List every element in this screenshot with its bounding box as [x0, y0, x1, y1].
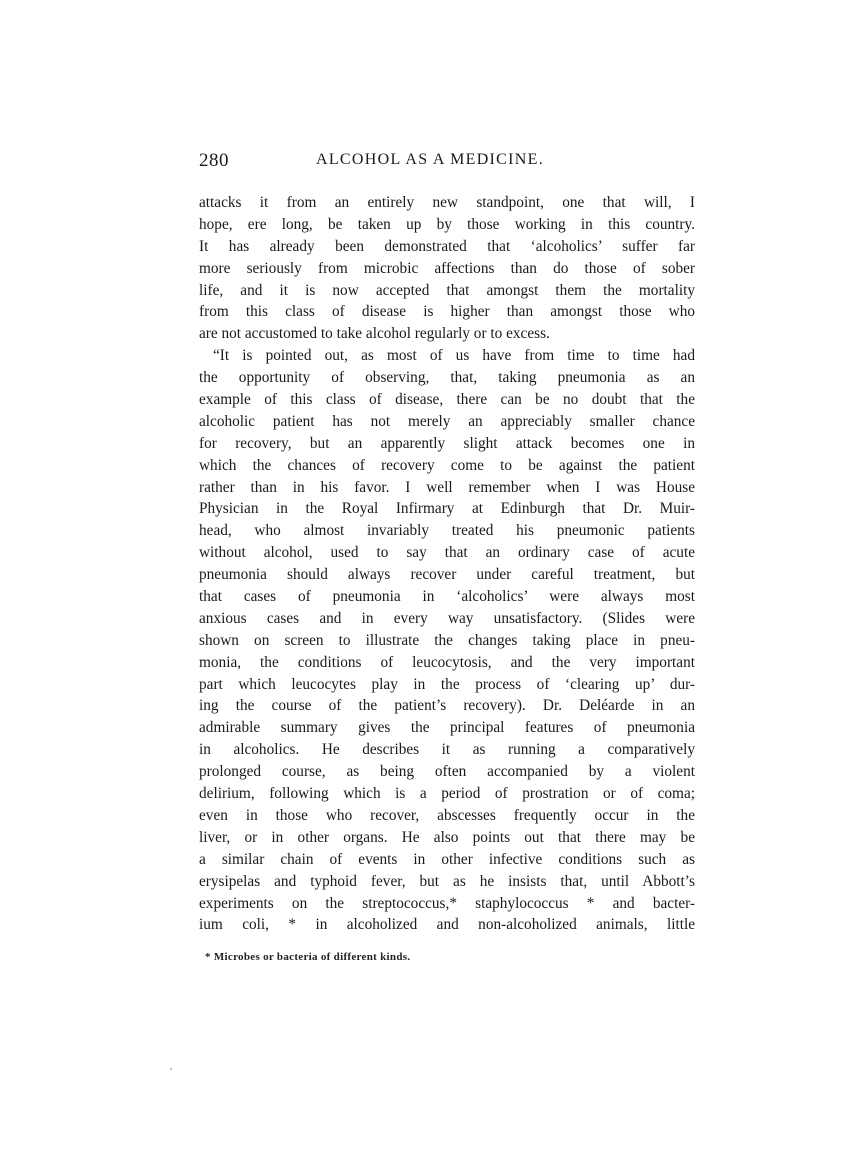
text-line: alcoholic patient has not merely an appreciably smaller chance: [199, 412, 695, 430]
text-line: for recovery, but an apparently slight attack becomes one in: [199, 434, 695, 452]
text-line: Physician in the Royal Infirmary at Edinburgh that Dr. Muir-: [199, 500, 695, 518]
text-line: erysipelas and typhoid fever, but as he insists that, until Abbott’s: [199, 872, 695, 890]
text-line: are not accustomed to take alcohol regularly or to excess.: [199, 325, 550, 343]
text-line: anxious cases and in every way unsatisfactory. (Slides were: [199, 609, 695, 627]
text-line: which the chances of recovery come to be against the patient: [199, 456, 695, 474]
running-title: ALCOHOL AS A MEDICINE.: [316, 151, 545, 168]
running-head: [199, 150, 695, 176]
text-line: hope, ere long, be taken up by those working in this country.: [199, 215, 695, 233]
text-line: ium coli, * in alcoholized and non-alcoholized animals, little: [199, 916, 695, 934]
text-line: ing the course of the patient’s recovery). Dr. Deléarde in an: [199, 697, 695, 715]
text-line: monia, the conditions of leucocytosis, and the very important: [199, 653, 695, 671]
text-line: rather than in his favor. I well remember when I was House: [199, 478, 695, 496]
paragraph-1: [199, 192, 695, 345]
text-line: without alcohol, used to say that an ordinary case of acute: [199, 544, 695, 562]
paragraph-2: [199, 345, 695, 936]
text-line: example of this class of disease, there can be no doubt that the: [199, 391, 695, 409]
text-line: life, and it is now accepted that amongst them the mortality: [199, 281, 695, 299]
text-line: that cases of pneumonia in ‘alcoholics’ were always most: [199, 588, 695, 606]
text-line: admirable summary gives the principal features of pneumonia: [199, 719, 695, 737]
text-line: more seriously from microbic affections than do those of sober: [199, 259, 695, 277]
page-number: 280: [199, 150, 229, 171]
text-line: a similar chain of events in other infective conditions such as: [199, 850, 695, 868]
text-line: the opportunity of observing, that, taking pneumonia as an: [199, 369, 695, 387]
body-text: [199, 192, 695, 936]
text-line: in alcoholics. He describes it as running a comparatively: [199, 741, 695, 759]
text-line: prolonged course, as being often accompanied by a violent: [199, 763, 695, 781]
text-line: “It is pointed out, as most of us have from time to time had: [213, 347, 695, 365]
footnote: * Microbes or bacteria of different kinds.: [205, 951, 411, 963]
text-line: even in those who recover, abscesses frequently occur in the: [199, 806, 695, 824]
text-line: head, who almost invariably treated his pneumonic patients: [199, 522, 695, 540]
text-line: experiments on the streptococcus,* staphylococcus * and bacter-: [199, 894, 695, 912]
text-line: pneumonia should always recover under careful treatment, but: [199, 566, 695, 584]
text-line: It has already been demonstrated that ‘alcoholics’ suffer far: [199, 237, 695, 255]
text-line: part which leucocytes play in the process of ‘clearing up’ dur-: [199, 675, 695, 693]
text-line: shown on screen to illustrate the changes taking place in pneu-: [199, 631, 695, 649]
text-line: liver, or in other organs. He also points out that there may be: [199, 828, 695, 846]
text-line: from this class of disease is higher than amongst those who: [199, 303, 695, 321]
scan-speck: [170, 1068, 172, 1070]
text-line: delirium, following which is a period of prostration or of coma;: [199, 785, 695, 803]
text-line: attacks it from an entirely new standpoint, one that will, I: [199, 194, 695, 211]
